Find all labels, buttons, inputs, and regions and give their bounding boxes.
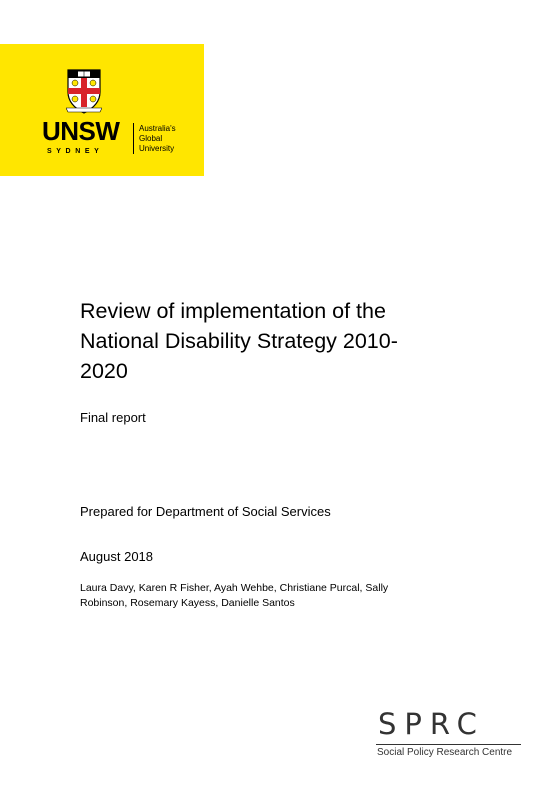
title-line: National Disability Strategy 2010- <box>80 329 398 353</box>
report-title <box>80 296 490 386</box>
unsw-wordmark: UNSW <box>42 116 120 146</box>
unsw-tagline <box>139 124 176 154</box>
author-line: Robinson, Rosemary Kayess, Danielle Santos <box>80 597 295 609</box>
unsw-crest-icon <box>66 68 102 114</box>
author-list <box>80 581 480 611</box>
tagline-line: Australia's <box>139 124 176 133</box>
sprc-rule <box>376 744 521 745</box>
unsw-logo-block <box>0 44 204 176</box>
sprc-full-name: Social Policy Research Centre <box>377 747 513 758</box>
tagline-line: Global <box>139 134 163 143</box>
sprc-acronym: SPRC <box>378 707 485 741</box>
prepared-for: Prepared for Department of Social Services <box>80 504 331 519</box>
logo-divider <box>133 123 134 154</box>
title-line: Review of implementation of the <box>80 299 386 323</box>
sprc-logo <box>376 707 526 762</box>
title-line: 2020 <box>80 359 128 383</box>
unsw-city-label: SYDNEY <box>47 148 104 155</box>
report-subtitle: Final report <box>80 410 146 425</box>
author-line: Laura Davy, Karen R Fisher, Ayah Wehbe, Christiane Purcal, Sally <box>80 582 389 594</box>
tagline-line: University <box>139 144 175 153</box>
report-date: August 2018 <box>80 549 154 564</box>
